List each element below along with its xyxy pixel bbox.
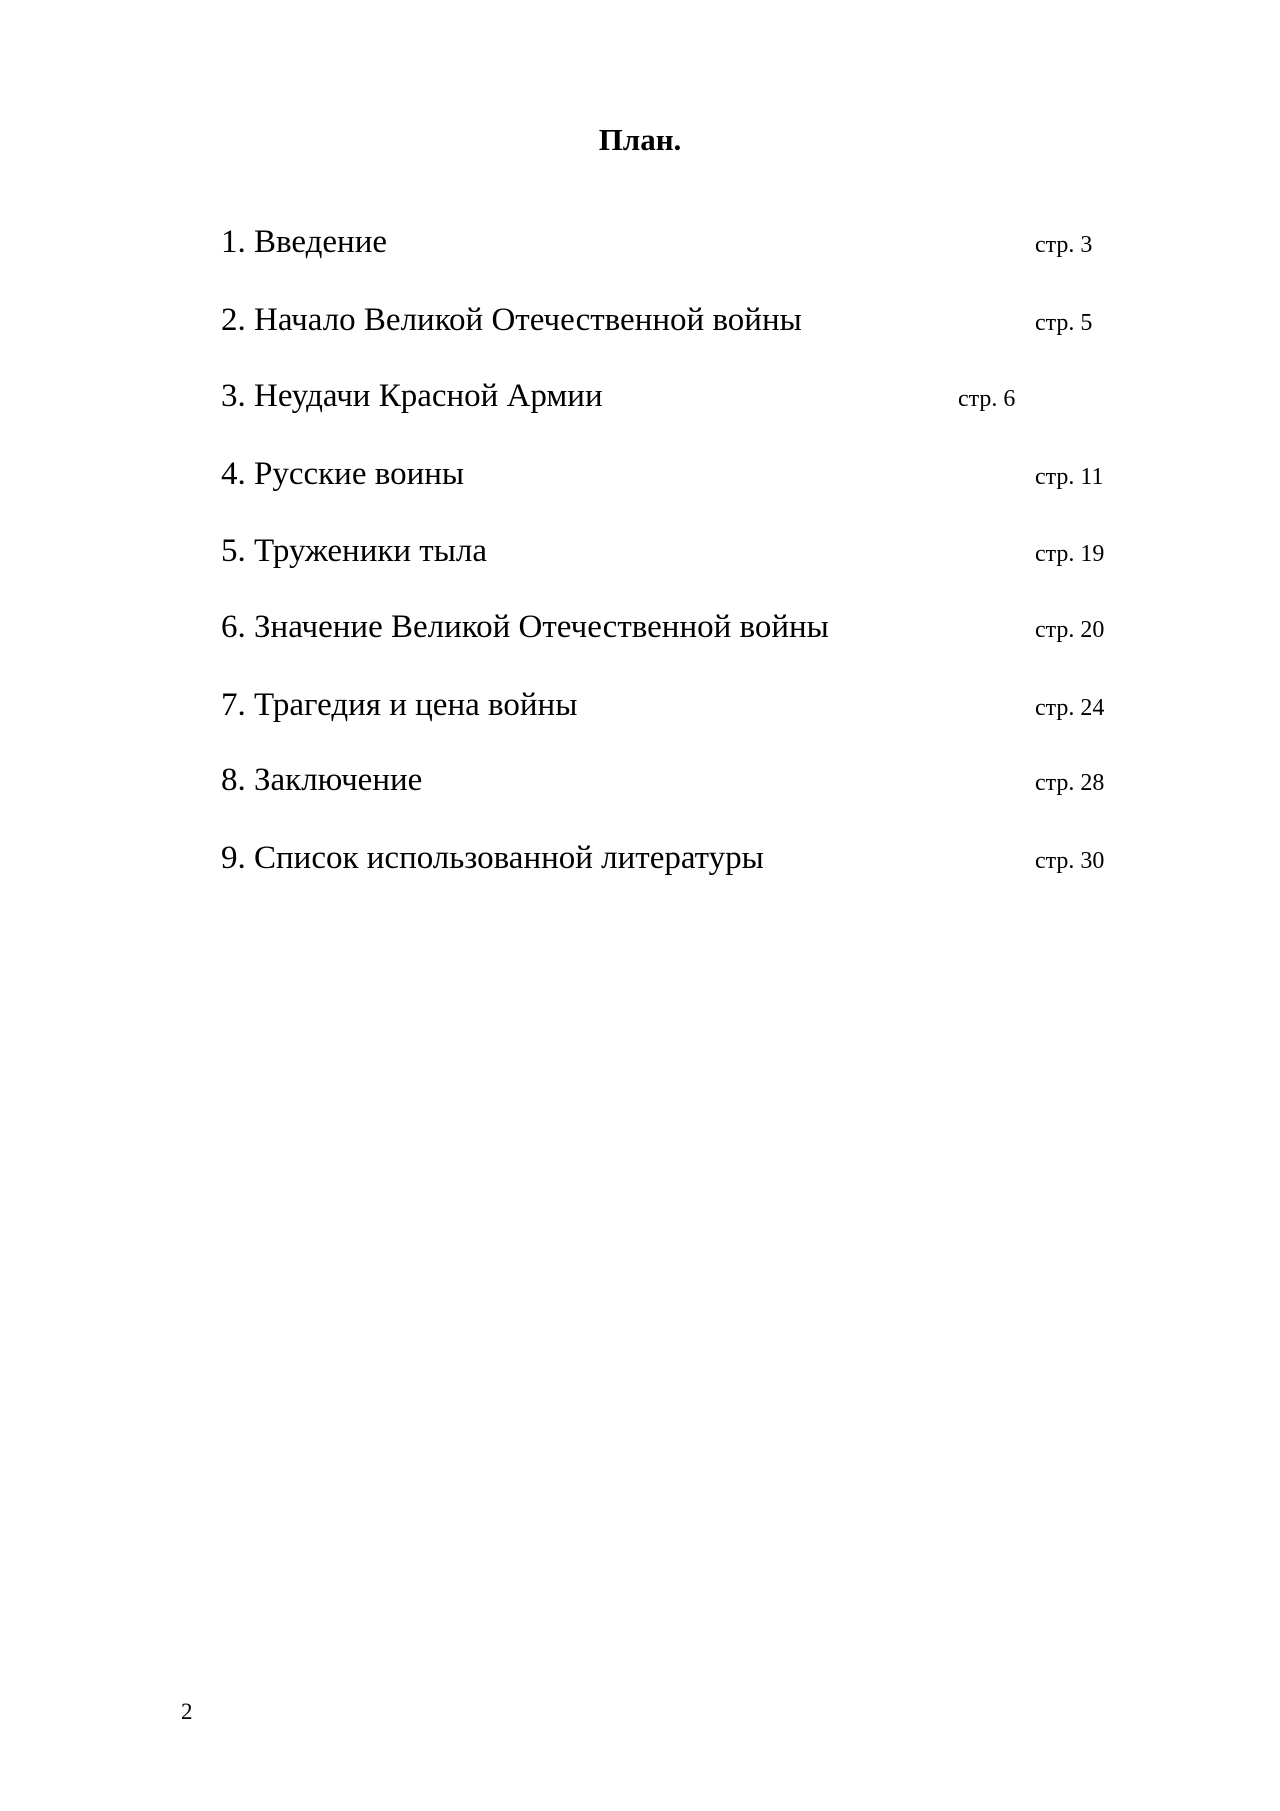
toc-entry [221, 531, 1121, 571]
toc-entry-label: 6. Значение Великой Отечественной войны [221, 609, 829, 645]
toc-entry-label: 7. Трагедия и цена войны [221, 687, 578, 723]
toc-entry-page: стр. 5 [1035, 310, 1093, 336]
toc-entry-page: стр. 6 [958, 386, 1016, 412]
toc-entry-label: 9. Список использованной литературы [221, 840, 764, 876]
toc-entry-label: 5. Труженики тыла [221, 533, 488, 569]
toc-entry [221, 300, 1121, 340]
toc-entry [221, 222, 1121, 262]
toc-entry-page: стр. 3 [1035, 232, 1093, 258]
toc-entry-label: 8. Заключение [221, 762, 423, 798]
toc-entry-page: стр. 30 [1035, 848, 1105, 874]
toc-entry-label: 4. Русские воины [221, 456, 465, 492]
toc-entry-page: стр. 11 [1035, 464, 1104, 490]
toc-entry-page: стр. 24 [1035, 695, 1105, 721]
page-title: План. [598, 122, 682, 157]
toc-entry-page: стр. 19 [1035, 541, 1105, 567]
toc-entry-page: стр. 20 [1035, 617, 1105, 643]
toc-entry [221, 685, 1121, 725]
toc-entry [221, 454, 1121, 494]
toc-entry-label: 3. Неудачи Красной Армии [221, 378, 603, 414]
toc-entry [221, 376, 1121, 416]
toc-entry-page: стр. 28 [1035, 770, 1105, 796]
page-number: 2 [181, 1699, 193, 1724]
toc-entry-label: 1. Введение [221, 224, 388, 260]
toc-entry [221, 838, 1121, 878]
toc-entry [221, 760, 1121, 800]
toc-entry [221, 607, 1121, 647]
toc-entry-label: 2. Начало Великой Отечественной войны [221, 302, 802, 338]
